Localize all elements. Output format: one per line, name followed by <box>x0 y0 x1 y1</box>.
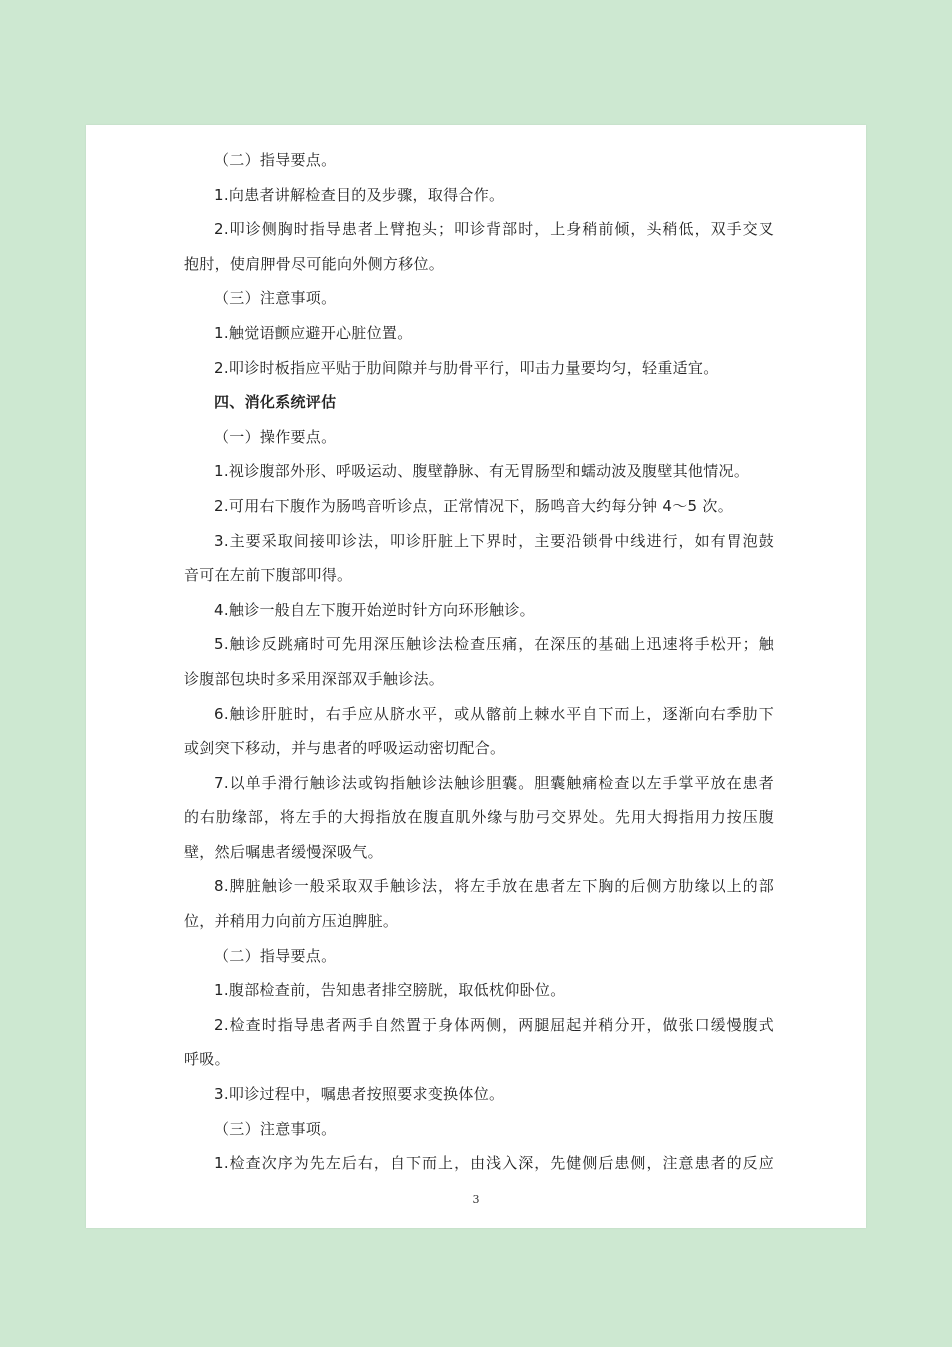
subheading-precautions: （三）注意事项。 <box>214 289 337 308</box>
paragraph-line: 壁，然后嘱患者缓慢深吸气。 <box>184 842 383 861</box>
paragraph-line: 5.触诊反跳痛时可先用深压触诊法检查压痛，在深压的基础上迅速将手松开；触 <box>214 635 774 654</box>
paragraph-line: 2.叩诊侧胸时指导患者上臂抱头；叩诊背部时，上身稍前倾，头稍低，双手交叉 <box>214 220 774 239</box>
page-number: 3 <box>472 1193 480 1206</box>
subheading-guidance: （二）指导要点。 <box>214 946 337 965</box>
paragraph-line: 6.触诊肝脏时，右手应从脐水平，或从髂前上棘水平自下而上，逐渐向右季肋下 <box>214 704 774 723</box>
paragraph-line: 1.腹部检查前，告知患者排空膀胱，取低枕仰卧位。 <box>214 981 566 1000</box>
paragraph-line: 4.触诊一般自左下腹开始逆时针方向环形触诊。 <box>214 600 535 619</box>
paragraph-line: 3.主要采取间接叩诊法，叩诊肝脏上下界时，主要沿锁骨中线进行，如有胃泡鼓 <box>214 531 774 550</box>
paragraph-line: 的右肋缘部，将左手的大拇指放在腹直肌外缘与肋弓交界处。先用大拇指用力按压腹 <box>184 808 774 827</box>
paragraph-line: 或剑突下移动，并与患者的呼吸运动密切配合。 <box>184 739 506 758</box>
paragraph-line: 3.叩诊过程中，嘱患者按照要求变换体位。 <box>214 1085 505 1104</box>
paragraph-line: 8.脾脏触诊一般采取双手触诊法，将左手放在患者左下胸的后侧方肋缘以上的部 <box>214 877 774 896</box>
paragraph-line: 音可在左前下腹部叩得。 <box>184 566 353 585</box>
section-heading-digestive: 四、消化系统评估 <box>214 393 337 412</box>
paragraph-line: 1.检查次序为先左后右，自下而上，由浅入深，先健侧后患侧，注意患者的反应 <box>214 1154 774 1173</box>
paragraph-line: 1.向患者讲解检查目的及步骤，取得合作。 <box>214 185 505 204</box>
subheading-operation: （一）操作要点。 <box>214 427 337 446</box>
page-content <box>184 143 774 1181</box>
paragraph-line: 2.检查时指导患者两手自然置于身体两侧，两腿屈起并稍分开，做张口缓慢腹式 <box>214 1015 774 1034</box>
paragraph-line: 1.触觉语颤应避开心脏位置。 <box>214 323 413 342</box>
paragraph-line: 诊腹部包块时多采用深部双手触诊法。 <box>184 669 445 688</box>
paragraph-line: 抱肘，使肩胛骨尽可能向外侧方移位。 <box>184 254 445 273</box>
document-page <box>86 125 866 1228</box>
paragraph-line: 2.可用右下腹作为肠鸣音听诊点，正常情况下，肠鸣音大约每分钟 4～5 次。 <box>214 496 734 515</box>
subheading-guidance: （二）指导要点。 <box>214 151 337 169</box>
paragraph-line: 7.以单手滑行触诊法或钩指触诊法触诊胆囊。胆囊触痛检查以左手掌平放在患者 <box>214 773 774 792</box>
paragraph-line: 2.叩诊时板指应平贴于肋间隙并与肋骨平行，叩击力量要均匀，轻重适宜。 <box>214 358 719 377</box>
paragraph-line: 1.视诊腹部外形、呼吸运动、腹壁静脉、有无胃肠型和蠕动波及腹壁其他情况。 <box>214 462 750 481</box>
paragraph-line: 位，并稍用力向前方压迫脾脏。 <box>184 912 399 931</box>
subheading-precautions: （三）注意事项。 <box>214 1119 337 1138</box>
paragraph-line: 呼吸。 <box>184 1050 230 1069</box>
